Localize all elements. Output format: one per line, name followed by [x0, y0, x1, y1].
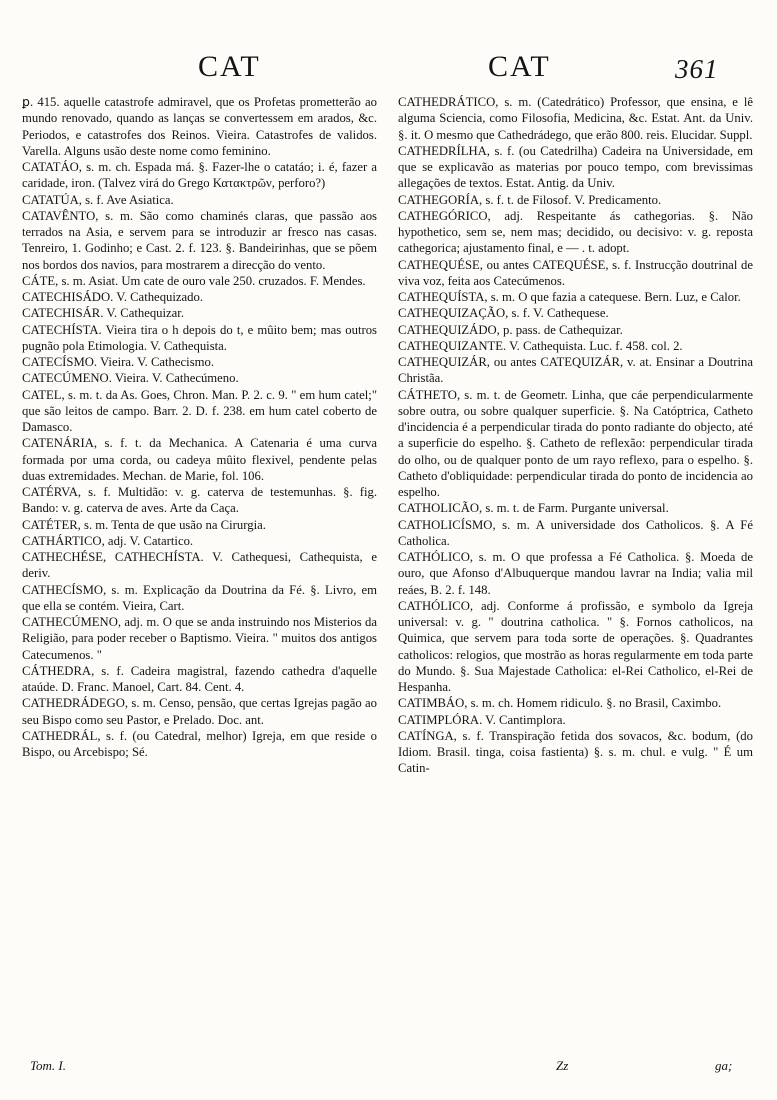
entry-paragraph: CATATÁO, s. m. ch. Espada má. §. Fazer-lhe o catatáo; i. é, fazer a caridade, iron. (Talvez virá do Grego Κατακτρῶν, perforo?)	[22, 160, 377, 191]
entry-paragraph: CÁTE, s. m. Asiat. Um cate de ouro vale 250. cruzados. F. Mendes.	[22, 273, 366, 288]
entry-paragraph: CATHEGORÍA, s. f. t. de Filosof. V. Predicamento.	[398, 192, 662, 207]
header-right-word: CAT	[488, 50, 551, 83]
entry-paragraph: CATÉRVA, s. f. Multidão: v. g. caterva de testemunhas. §. fig. Bando: v. g. caterva de aves. Arte da Caça.	[22, 485, 377, 516]
header-left-word: CAT	[198, 50, 261, 83]
entry-paragraph: CATHOLICÃO, s. m. t. de Farm. Purgante universal.	[398, 501, 669, 516]
entry-paragraph: CATHECÍSMO, s. m. Explicação da Doutrina da Fé. §. Livro, em que ella se contém. Vieira, Cart.	[22, 582, 377, 613]
page-number: 361	[675, 54, 719, 84]
entry-paragraph: CATIMPLÓRA. V. Cantimplora.	[398, 712, 566, 727]
entry-paragraph: CATHEDRÁTICO, s. m. (Catedrático) Professor, que ensina, e lê alguma Sciencia, como Filosofia, Medicina, &c. Estat. Ant. da Univ. §. it. O mesmo que Cathedrádego, que erão 800. reis. Elucidar. Suppl.	[398, 95, 753, 142]
entry-paragraph: CATHEDRÍLHA, s. f. (ou Catedrilha) Cadeira na Universidade, em que se explicavão as materias por pouco tempo, com brevissimas allegações de textos. Estat. Antig. da Univ.	[398, 143, 753, 191]
entry-paragraph: CATHÁRTICO, adj. V. Catartico.	[22, 533, 194, 548]
entry-paragraph: CATECHISÁR. V. Cathequizar.	[22, 306, 184, 321]
entry-paragraph: CATECÚMENO. Vieira. V. Cathecúmeno.	[22, 371, 239, 386]
page-header	[0, 50, 777, 90]
signature-mark: Zz	[556, 1058, 569, 1073]
entry-paragraph: CATHEQUÍSTA, s. m. O que fazia a catequese. Bern. Luz, e Calor.	[398, 290, 741, 304]
volume-mark: Tom. I.	[30, 1058, 67, 1073]
entry-paragraph: CATHEQUIZAÇÃO, s. f. V. Cathequese.	[398, 306, 609, 321]
entry-paragraph: CATECHISÁDO. V. Cathequizado.	[22, 290, 204, 304]
entry-paragraph: CATHOLICÍSMO, s. m. A universidade dos Catholicos. §. A Fé Catholica.	[398, 517, 753, 548]
entry-paragraph: CATAVÊNTO, s. m. São como chaminés claras, que passão aos terrados na Asia, e servem para se introduzir ar fresco nas casas. Tenreiro, 1. Godinho; e Cast. 2. f. 123. §. Bandeirinhas, que se põem nos bordos dos navios, para mostrarem a direcção do vento.	[22, 208, 377, 272]
right-column	[398, 94, 753, 1034]
entry-paragraph: CATHECÚMENO, adj. m. O que se anda instruindo nos Misterios da Religião, para poder receber o Baptismo. Vieira. " muitos dos antigos Catecumenos. "	[22, 615, 377, 662]
entry-paragraph: CATECHÍSTA. Vieira tira o h depois do t, e mûito bem; mas outros pugnão pola Etimologia. V. Cathequista.	[22, 322, 377, 353]
entry-paragraph: CATHEQUIZÁR, ou antes CATEQUIZÁR, v. at. Ensinar a Doutrina Christãa.	[398, 355, 753, 386]
page-footer	[0, 1058, 777, 1082]
entry-paragraph: CATHÓLICO, adj. Conforme á profissão, e symbolo da Igreja universal: v. g. " doutrina catholica. " §. Fornos catholicos, na Quimica, que servem para toda sorte de operações. §. Quadrantes catholicos: relogios, que mostrão as horas regularmente em toda parte do Mundo. §. Sua Majestade Catholica: el-Rei Catholico, el-Rei de Hespanha.	[398, 598, 753, 694]
entry-paragraph: CATATÚA, s. f. Ave Asiatica.	[22, 192, 174, 207]
left-column	[22, 94, 377, 1034]
entry-paragraph: CATÉTER, s. m. Tenta de que usão na Cirurgia.	[22, 517, 266, 532]
entry-paragraph: CATENÁRIA, s. f. t. da Mechanica. A Catenaria é uma curva formada por uma corda, ou cadeya mûito flexivel, pendente pelas duas extremidades. Mechan. de Marie, fol. 106.	[22, 436, 377, 483]
entry-paragraph: CATÍNGA, s. f. Transpiração fetida dos sovacos, &c. bodum, (do Idiom. Brasil. tinga, coisa fastienta) §. s. m. chul. e vulg. " É um Catin-	[398, 728, 753, 776]
entry-paragraph: CATHÓLICO, s. m. O que professa a Fé Catholica. §. Moeda de ouro, que Afonso d'Albuquerque mandou lavrar na India; valia mil reáes, B. 2. f. 148.	[398, 550, 753, 597]
entry-paragraph: CATHECHÉSE, CATHECHÍSTA. V. Cathequesi, Cathequista, e deriv.	[22, 550, 377, 581]
entry-paragraph: CATEL, s. m. t. da As. Goes, Chron. Man. P. 2. c. 9. " em hum catel;" que são leitos de campo. Barr. 2. D. f. 238. em hum catel coberto de Damasco.	[22, 387, 377, 434]
entry-paragraph: CÁTHEDRA, s. f. Cadeira magistral, fazendo cathedra d'aquelle ataúde. D. Franc. Manoel, Cart. 84. Cent. 4.	[22, 663, 377, 694]
entry-paragraph: CATHEQUIZANTE. V. Cathequista. Luc. f. 458. col. 2.	[398, 338, 683, 353]
entry-paragraph: CATHEGÓRICO, adj. Respeitante ás cathegorias. §. Não hypothetico, sem se, nem mas; decidido, ou decisivo: v. g. reposta cathegorica; ajustamento final, e — . t. adopt.	[398, 208, 753, 256]
catchword: ga;	[715, 1058, 733, 1073]
entry-paragraph: CÁTHETO, s. m. t. de Geometr. Linha, que cáe perpendicularmente sobre outra, ou sobre qualquer superficie. §. Na Catóptrica, Catheto d'incidencia é a perpendicular tirada do ponto radiante do objecto, até a superficie do espelho. §. Catheto de reflexão: perpendicular tirada do olho, ou de qualquer ponto de um rayo reflexo, para o espelho. §. Catheto d'obliquidade: perpendicular tirada do ponto de incidencia ao espelho.	[398, 387, 753, 499]
entry-paragraph: CATHEQUÉSE, ou antes CATEQUÉSE, s. f. Instrucção doutrinal de viva voz, feita aos Catecúmenos.	[398, 257, 753, 288]
entry-paragraph: ꝑ. 415. aquelle catastrofe admiravel, que os Profetas prometterão ao mundo renovado, quando as lanças se convertessem em arados, &c. Periodos, e catastrofes dos Reinos. Vieira. Catastrofes de validos. Varella. Alguns usão deste nome como feminino.	[22, 95, 377, 158]
entry-paragraph: CATHEDRÁL, s. f. (ou Catedral, melhor) Igreja, em que reside o Bispo, ou Arcebispo; Sé.	[22, 728, 377, 759]
entry-paragraph: CATECÍSMO. Vieira. V. Cathecismo.	[22, 355, 215, 369]
entry-paragraph: CATHEDRÁDEGO, s. m. Censo, pensão, que certas Igrejas pagão ao seu Bispo como seu Pastor, e Prelado. Doc. ant.	[22, 696, 377, 727]
entry-paragraph: CATIMBÁO, s. m. ch. Homem ridiculo. §. no Brasil, Caximbo.	[398, 696, 722, 711]
entry-paragraph: CATHEQUIZÁDO, p. pass. de Cathequizar.	[398, 322, 623, 337]
